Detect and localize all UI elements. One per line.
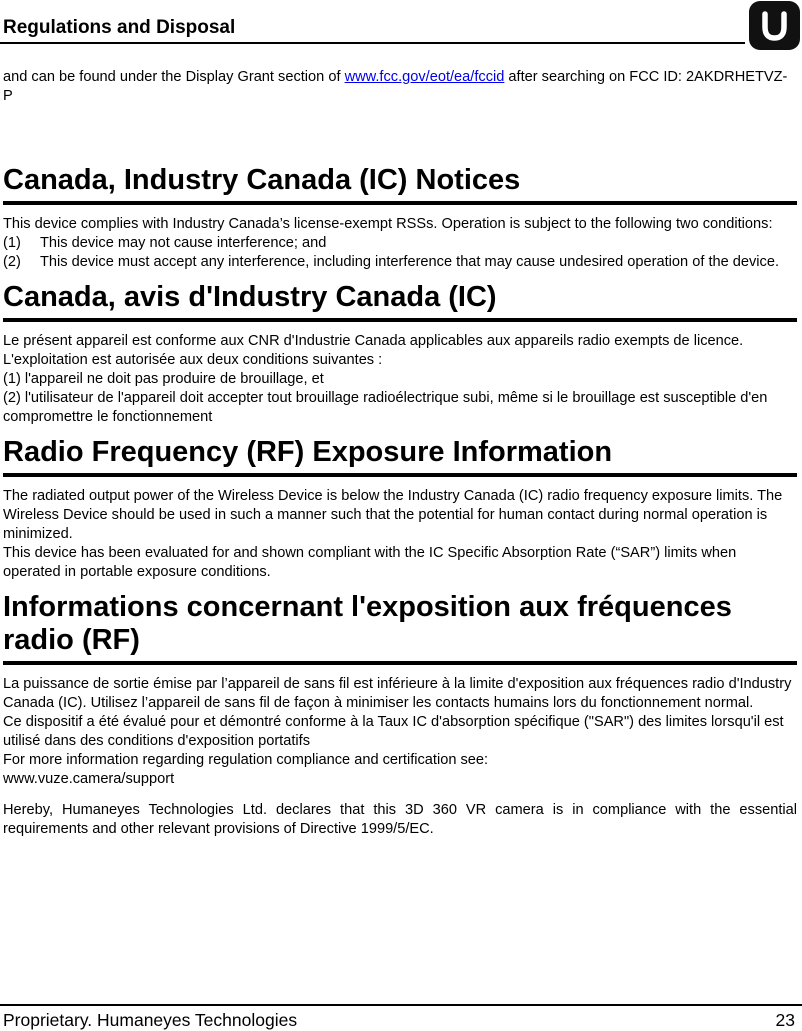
section-heading-rf-fr: Informations concernant l'exposition aux fréquences radio (RF)	[3, 591, 797, 665]
ic-fr-line: (1) l'appareil ne doit pas produire de brouillage, et	[3, 371, 324, 387]
vuze-logo-icon	[749, 1, 800, 50]
header-rule	[0, 42, 745, 44]
list-item-number: (2)	[3, 254, 21, 270]
list-item-text: This device may not cause interference; and	[40, 235, 327, 251]
rf-fr-line: Ce dispositif a été évalué pour et démontré conforme à la Taux IC d'absorption spécifique ("SAR") des limites lorsqu'il est utilisé dans des conditions d'exposition portatifs	[3, 714, 784, 749]
footer-company: Proprietary. Humaneyes Technologies	[3, 1010, 298, 1030]
rf-fr-line: La puissance de sortie émise par l’appareil de sans fil est inférieure à la limite d'exposition aux fréquences radio d'Industry Canada (IC). Utilisez l’appareil de sans fil de façon à minimiser les contacts humains lors du fonctionnement normal.	[3, 676, 792, 711]
ic-fr-line: Le présent appareil est conforme aux CNR d'Industrie Canada applicables aux appareils radio exempts de licence. L'exploitation est autorisée aux deux conditions suivantes :	[3, 333, 744, 368]
support-url: www.vuze.camera/support	[3, 771, 175, 787]
fcc-link[interactable]: www.fcc.gov/eot/ea/fccid	[344, 69, 505, 85]
list-item-number: (1)	[3, 235, 21, 251]
rf-en-line: This device has been evaluated for and shown compliant with the IC Specific Absorption Rate (“SAR”) limits when operated in portable exposure conditions.	[3, 545, 737, 580]
intro-text: and can be found under the Display Grant section of	[3, 69, 345, 85]
footer-rule	[0, 1004, 802, 1006]
section-heading-ic-en: Canada, Industry Canada (IC) Notices	[3, 164, 797, 205]
ic-fr-line: (2) l'utilisateur de l'appareil doit accepter tout brouillage radioélectrique subi, même si le brouillage est susceptible d'en compromettre le fonctionnement	[3, 390, 768, 425]
ic-en-conditions	[3, 234, 797, 272]
page-number: 23	[775, 1010, 795, 1030]
intro-paragraph	[3, 68, 797, 106]
page-header	[0, 0, 802, 52]
header-title: Regulations and Disposal	[3, 17, 236, 38]
rf-fr-line: For more information regarding regulation compliance and certification see:	[3, 752, 489, 768]
list-item	[3, 234, 797, 253]
intro-text-tail: after searching on FCC ID: 2AKDRHETVZ-P	[3, 69, 788, 104]
list-item	[3, 253, 797, 272]
page-content	[3, 68, 797, 839]
section-heading-ic-fr: Canada, avis d'Industry Canada (IC)	[3, 281, 797, 322]
list-item-text: This device must accept any interference, including interference that may cause undesired operation of the device.	[40, 254, 780, 270]
section-heading-rf-en: Radio Frequency (RF) Exposure Information	[3, 436, 797, 477]
declaration-paragraph: Hereby, Humaneyes Technologies Ltd. declares that this 3D 360 VR camera is in compliance with the essential requirements and other relevant provisions of Directive 1999/5/EC.	[3, 802, 797, 837]
rf-en-line: The radiated output power of the Wireless Device is below the Industry Canada (IC) radio frequency exposure limits. The Wireless Device should be used in such a manner such that the potential for human contact during normal operation is minimized.	[3, 488, 783, 542]
ic-en-body: This device complies with Industry Canada’s license-exempt RSSs. Operation is subject to the following two conditions:	[3, 216, 773, 232]
